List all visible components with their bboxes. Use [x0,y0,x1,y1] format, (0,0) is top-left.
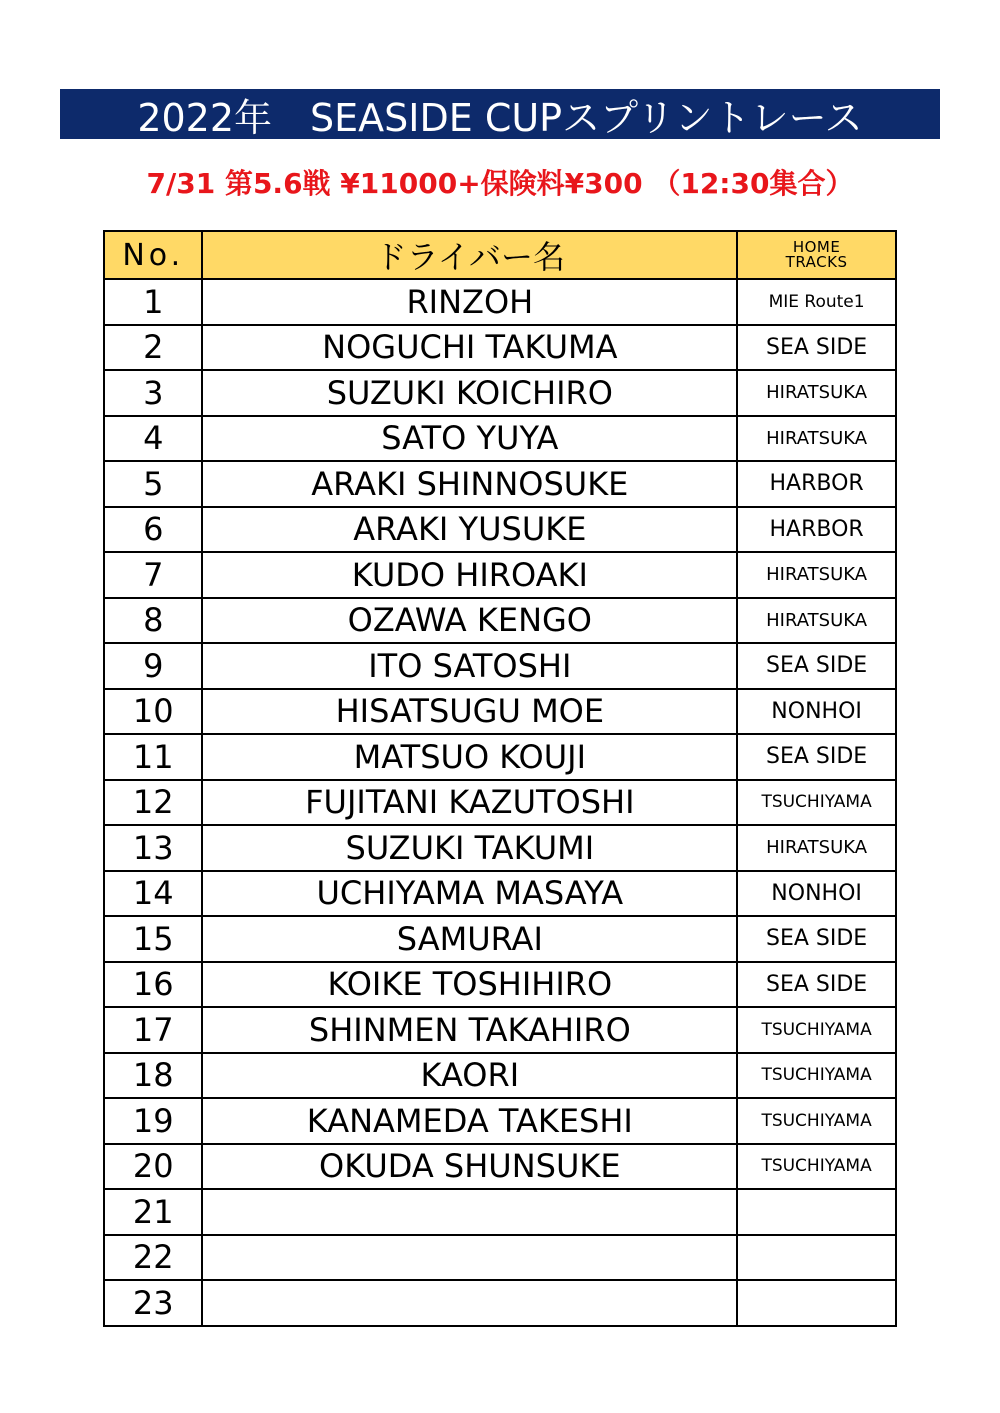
home-track: TSUCHIYAMA [737,1007,896,1053]
driver-name: KOIKE TOSHIHIRO [202,962,737,1008]
table-row [104,279,896,325]
table-row [104,598,896,644]
table-row [104,643,896,689]
table-row [104,325,896,371]
event-info: 7/31 第5.6戦 ¥11000+保険料¥300 （12:30集合） [146,167,854,200]
table-row [104,780,896,826]
entry-number: 15 [104,916,202,962]
entry-number: 11 [104,734,202,780]
driver-name: ITO SATOSHI [202,643,737,689]
page-title [60,89,940,139]
entry-number: 7 [104,552,202,598]
driver-name: NOGUCHI TAKUMA [202,325,737,371]
table-row [104,1235,896,1281]
driver-name: KAORI [202,1053,737,1099]
table-row [104,689,896,735]
column-header-no: No. [104,231,202,279]
entry-number: 9 [104,643,202,689]
entry-number: 13 [104,825,202,871]
home-track [737,1280,896,1326]
entry-number: 4 [104,416,202,462]
driver-name: ARAKI YUSUKE [202,507,737,553]
driver-name: OZAWA KENGO [202,598,737,644]
entry-number: 20 [104,1144,202,1190]
home-track: HIRATSUKA [737,598,896,644]
driver-name: OKUDA SHUNSUKE [202,1144,737,1190]
column-header-home-tracks [737,231,896,279]
entry-number: 14 [104,871,202,917]
table-row [104,416,896,462]
entry-table [103,230,897,1327]
entry-number: 8 [104,598,202,644]
driver-name: KUDO HIROAKI [202,552,737,598]
home-track: TSUCHIYAMA [737,1053,896,1099]
entry-rows [104,279,896,1326]
table-row [104,1144,896,1190]
entry-number: 19 [104,1098,202,1144]
table-row [104,962,896,1008]
entry-number: 23 [104,1280,202,1326]
table-row [104,1098,896,1144]
table-row [104,1280,896,1326]
driver-name: SHINMEN TAKAHIRO [202,1007,737,1053]
home-track: TSUCHIYAMA [737,780,896,826]
home-track [737,1189,896,1235]
driver-name: MATSUO KOUJI [202,734,737,780]
table-row [104,552,896,598]
table-row [104,1053,896,1099]
column-header-home-tracks-line1: HOME [792,238,841,256]
home-track: HARBOR [737,461,896,507]
column-header-home-tracks-line2: TRACKS [785,253,848,271]
table-row [104,370,896,416]
driver-name: ARAKI SHINNOSUKE [202,461,737,507]
home-track: TSUCHIYAMA [737,1144,896,1190]
table-row [104,871,896,917]
table-row [104,1007,896,1053]
driver-name: RINZOH [202,279,737,325]
driver-name: SUZUKI TAKUMI [202,825,737,871]
entry-number: 10 [104,689,202,735]
driver-name [202,1280,737,1326]
entry-number: 12 [104,780,202,826]
driver-name: FUJITANI KAZUTOSHI [202,780,737,826]
home-track [737,1235,896,1281]
driver-name: HISATSUGU MOE [202,689,737,735]
home-track: SEA SIDE [737,643,896,689]
table-row [104,734,896,780]
driver-name [202,1189,737,1235]
entry-number: 5 [104,461,202,507]
home-track: HARBOR [737,507,896,553]
driver-name: SUZUKI KOICHIRO [202,370,737,416]
home-track: SEA SIDE [737,325,896,371]
page-title-text: 2022年 SEASIDE CUPスプリントレース [137,95,863,140]
home-track: SEA SIDE [737,916,896,962]
table-row [104,507,896,553]
driver-name: SAMURAI [202,916,737,962]
entry-number: 16 [104,962,202,1008]
entry-number: 3 [104,370,202,416]
home-track: NONHOI [737,871,896,917]
home-track: HIRATSUKA [737,416,896,462]
driver-name [202,1235,737,1281]
entry-number: 1 [104,279,202,325]
driver-name: UCHIYAMA MASAYA [202,871,737,917]
column-header-driver-name: ドライバー名 [202,231,737,279]
home-track: TSUCHIYAMA [737,1098,896,1144]
home-track: HIRATSUKA [737,552,896,598]
home-track: SEA SIDE [737,734,896,780]
entry-number: 6 [104,507,202,553]
entry-number: 22 [104,1235,202,1281]
home-track: NONHOI [737,689,896,735]
driver-name: KANAMEDA TAKESHI [202,1098,737,1144]
home-track: HIRATSUKA [737,825,896,871]
table-row [104,461,896,507]
home-track: HIRATSUKA [737,370,896,416]
entry-number: 21 [104,1189,202,1235]
table-header-row [104,231,896,279]
home-track: MIE Route1 [737,279,896,325]
entry-number: 17 [104,1007,202,1053]
driver-name: SATO YUYA [202,416,737,462]
entry-number: 18 [104,1053,202,1099]
table-row [104,1189,896,1235]
home-track: SEA SIDE [737,962,896,1008]
table-row [104,825,896,871]
table-row [104,916,896,962]
entry-number: 2 [104,325,202,371]
